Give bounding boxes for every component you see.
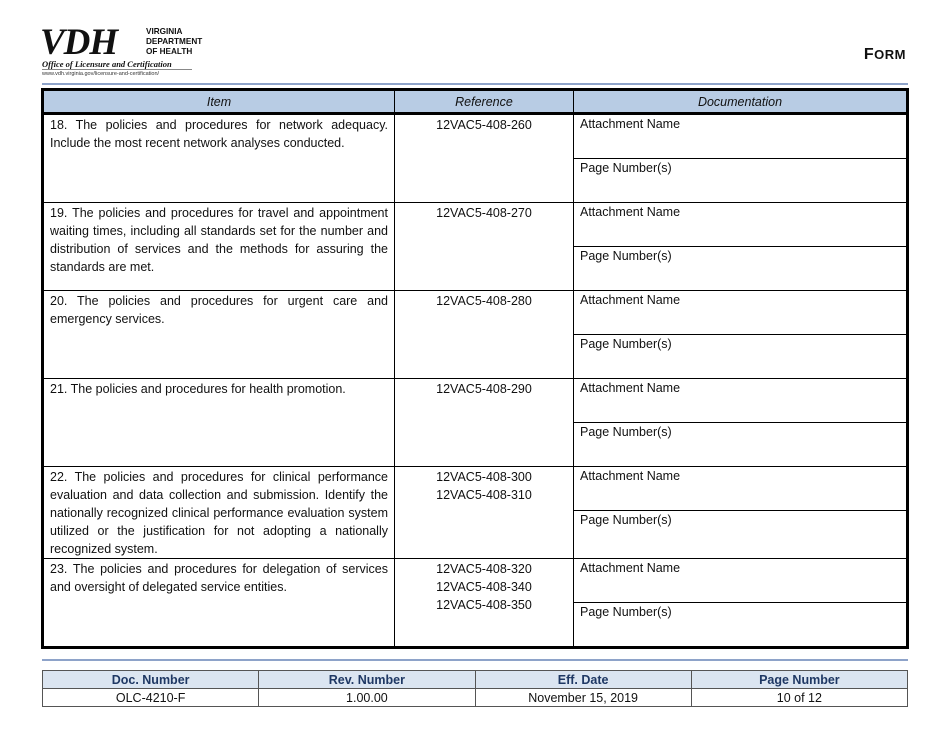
page-numbers-field[interactable] bbox=[574, 159, 906, 203]
table-row bbox=[43, 379, 908, 467]
item-text: 20. The policies and procedures for urgent care and emergency services. bbox=[50, 294, 388, 326]
table-row bbox=[43, 291, 908, 379]
page-numbers-field[interactable] bbox=[574, 603, 906, 647]
item-text: 18. The policies and procedures for network adequacy. Include the most recent network analyses conducted. bbox=[50, 118, 388, 150]
vdh-logo bbox=[38, 24, 238, 82]
page-number-value: 10 of 12 bbox=[691, 689, 907, 707]
column-header-documentation: Documentation bbox=[574, 90, 908, 114]
reference-cell bbox=[395, 467, 574, 559]
page-numbers-field-label: Page Number(s) bbox=[580, 160, 672, 175]
page-numbers-field-label: Page Number(s) bbox=[580, 512, 672, 527]
page-number-header: Page Number bbox=[691, 671, 907, 689]
documentation-cell bbox=[574, 559, 908, 648]
logo-divider bbox=[42, 69, 192, 70]
table-row bbox=[43, 467, 908, 559]
item-cell bbox=[43, 467, 395, 559]
attachment-name-field[interactable] bbox=[574, 203, 906, 247]
logo-department: VIRGINIA DEPARTMENT OF HEALTH bbox=[146, 27, 203, 56]
header-divider bbox=[42, 83, 908, 85]
attachment-name-field-label: Attachment Name bbox=[580, 561, 681, 575]
attachment-name-field[interactable] bbox=[574, 379, 906, 423]
reference-code: 12VAC5-408-340 bbox=[436, 580, 532, 594]
attachment-name-field[interactable] bbox=[574, 291, 906, 335]
requirements-table bbox=[41, 88, 909, 649]
item-text: 22. The policies and procedures for clinical performance evaluation and data collection and submission. Identify the nationally recognized clinical performance evaluation system utilized or the justification for not adopting a nationally recognized system. bbox=[50, 470, 388, 556]
logo-url: www.vdh.virginia.gov/licensure-and-certification/ bbox=[42, 71, 160, 77]
reference-code: 12VAC5-408-300 bbox=[436, 470, 532, 484]
table-row bbox=[43, 114, 908, 203]
reference-code: 12VAC5-408-310 bbox=[436, 488, 532, 502]
attachment-name-field[interactable] bbox=[574, 115, 906, 159]
footer-divider bbox=[42, 659, 908, 661]
documentation-cell bbox=[574, 203, 908, 291]
reference-cell bbox=[395, 291, 574, 379]
reference-cell bbox=[395, 559, 574, 648]
item-cell bbox=[43, 559, 395, 648]
page-numbers-field-label: Page Number(s) bbox=[580, 604, 672, 619]
attachment-name-field-label: Attachment Name bbox=[580, 117, 681, 131]
table-row bbox=[43, 559, 908, 648]
item-text: 23. The policies and procedures for delegation of services and oversight of delegated service entities. bbox=[50, 562, 388, 594]
page-numbers-field[interactable] bbox=[574, 511, 906, 555]
table-row bbox=[43, 203, 908, 291]
column-header-reference: Reference bbox=[395, 90, 574, 114]
page-numbers-field[interactable] bbox=[574, 335, 906, 379]
rev-number-value: 1.00.00 bbox=[259, 689, 475, 707]
rev-number-header: Rev. Number bbox=[259, 671, 475, 689]
reference-code: 12VAC5-408-280 bbox=[436, 294, 532, 308]
reference-cell bbox=[395, 114, 574, 203]
attachment-name-field-label: Attachment Name bbox=[580, 293, 681, 307]
logo-mark: VDH bbox=[40, 22, 118, 63]
item-cell bbox=[43, 291, 395, 379]
document-info-table bbox=[42, 670, 908, 707]
attachment-name-field-label: Attachment Name bbox=[580, 469, 681, 483]
documentation-cell bbox=[574, 114, 908, 203]
item-cell bbox=[43, 114, 395, 203]
footer-header-row bbox=[43, 671, 908, 689]
eff-date-value: November 15, 2019 bbox=[475, 689, 691, 707]
page-numbers-field-label: Page Number(s) bbox=[580, 424, 672, 439]
documentation-cell bbox=[574, 291, 908, 379]
attachment-name-field-label: Attachment Name bbox=[580, 205, 681, 219]
documentation-cell bbox=[574, 379, 908, 467]
page-numbers-field[interactable] bbox=[574, 423, 906, 467]
reference-code: 12VAC5-408-260 bbox=[436, 118, 532, 132]
reference-code: 12VAC5-408-270 bbox=[436, 206, 532, 220]
item-cell bbox=[43, 203, 395, 291]
page-numbers-field-label: Page Number(s) bbox=[580, 336, 672, 351]
reference-code: 12VAC5-408-350 bbox=[436, 598, 532, 612]
page-numbers-field[interactable] bbox=[574, 247, 906, 291]
reference-code: 12VAC5-408-320 bbox=[436, 562, 532, 576]
eff-date-header: Eff. Date bbox=[475, 671, 691, 689]
footer-value-row bbox=[43, 689, 908, 707]
item-cell bbox=[43, 379, 395, 467]
page-numbers-field-label: Page Number(s) bbox=[580, 248, 672, 263]
attachment-name-field[interactable] bbox=[574, 559, 906, 603]
reference-code: 12VAC5-408-290 bbox=[436, 382, 532, 396]
form-title: FORM bbox=[863, 46, 906, 63]
reference-cell bbox=[395, 379, 574, 467]
logo-office: Office of Licensure and Certification bbox=[42, 59, 172, 69]
reference-cell bbox=[395, 203, 574, 291]
column-header-item: Item bbox=[43, 90, 395, 114]
page-header bbox=[38, 24, 908, 84]
attachment-name-field-label: Attachment Name bbox=[580, 381, 681, 395]
item-text: 19. The policies and procedures for travel and appointment waiting times, including all standards set for the number and distribution of services and the methods for assuring the standards are met. bbox=[50, 206, 388, 274]
documentation-cell bbox=[574, 467, 908, 559]
doc-number-value: OLC-4210-F bbox=[43, 689, 259, 707]
table-header-row bbox=[43, 90, 908, 114]
attachment-name-field[interactable] bbox=[574, 467, 906, 511]
item-text: 21. The policies and procedures for health promotion. bbox=[50, 382, 346, 396]
doc-number-header: Doc. Number bbox=[43, 671, 259, 689]
